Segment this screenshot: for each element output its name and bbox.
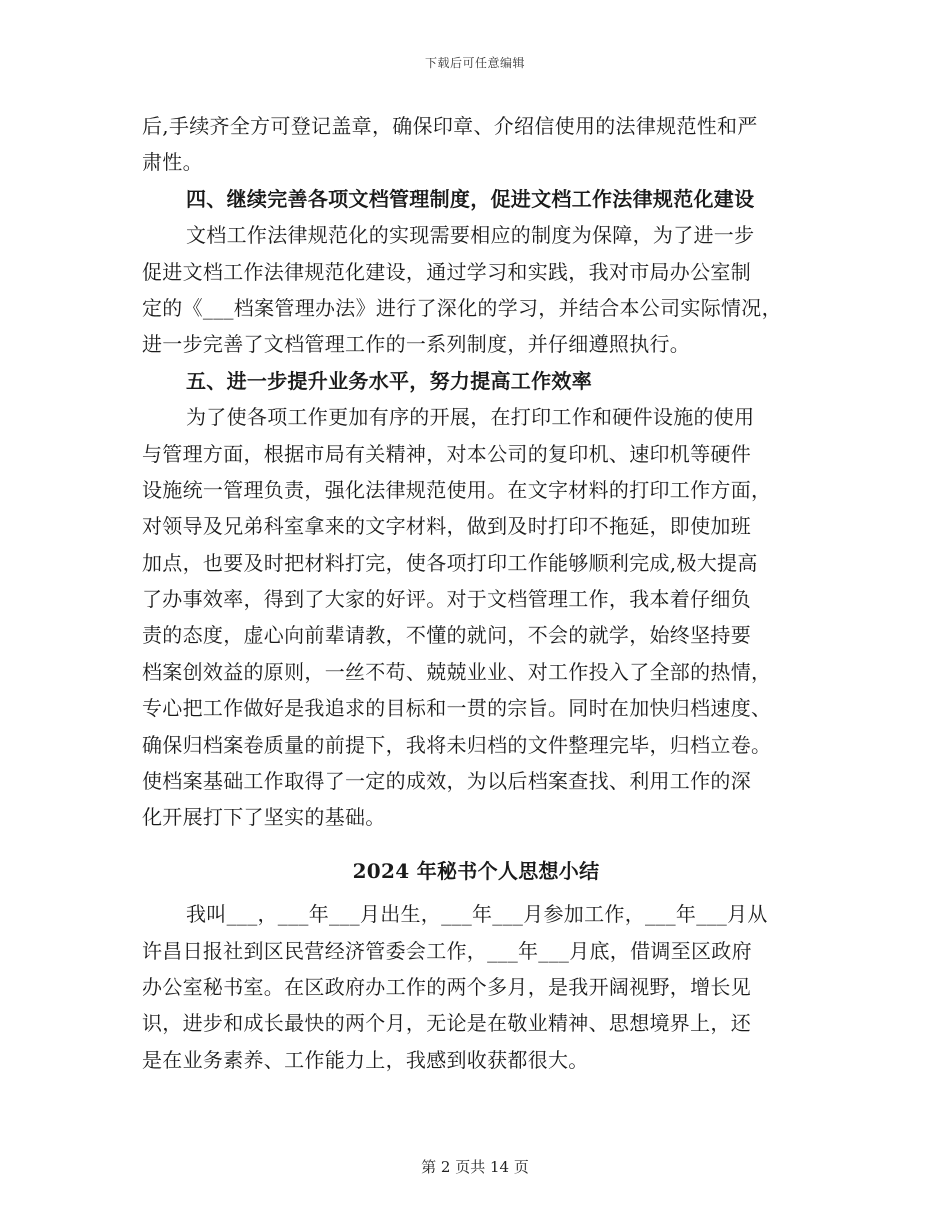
paragraph-line: 了办事效率，得到了大家的好评。对于文档管理工作，我本着仔细负 — [142, 587, 751, 612]
section-title: 2024 年秘书个人思想小结 — [352, 858, 600, 883]
paragraph-line: 我叫___，___年___月出生，___年___月参加工作，___年___月从 — [186, 902, 768, 927]
paragraph-line: 与管理方面，根据市局有关精神，对本公司的复印机、速印机等硬件 — [142, 441, 751, 466]
paragraph-line: 为了使各项工作更加有序的开展，在打印工作和硬件设施的使用 — [186, 405, 755, 430]
paragraph-line: 文档工作法律规范化的实现需要相应的制度为保障，为了进一步 — [186, 223, 755, 248]
paragraph-line: 识，进步和成长最快的两个月，无论是在敬业精神、思想境界上，还 — [142, 1011, 751, 1036]
paragraph-line: 设施统一管理负责，强化法律规范使用。在文字材料的打印工作方面， — [142, 477, 772, 502]
paragraph-line: 肃性。 — [142, 150, 203, 175]
paragraph-line: 促进文档工作法律规范化建设，通过学习和实践，我对市局办公室制 — [142, 259, 751, 284]
paragraph-line: 使档案基础工作取得了一定的成效，为以后档案查找、利用工作的深 — [142, 769, 751, 794]
paragraph-line: 后,手续齐全方可登记盖章，确保印章、介绍信使用的法律规范性和严 — [142, 114, 758, 138]
section-heading-4: 四、继续完善各项文档管理制度，促进文档工作法律规范化建设 — [186, 186, 755, 211]
document-body — [142, 108, 810, 1078]
paragraph-line: 档案创效益的原则，一丝不苟、兢兢业业、对工作投入了全部的热情， — [142, 659, 772, 684]
paragraph-line: 办公室秘书室。在区政府办工作的两个多月，是我开阔视野，增长见 — [142, 974, 751, 999]
paragraph-line: 是在业务素养、工作能力上，我感到收获都很大。 — [142, 1047, 589, 1072]
page-header: 下载后可任意编辑 — [424, 56, 525, 70]
section-heading-5: 五、进一步提升业务水平，努力提高工作效率 — [186, 368, 592, 393]
paragraph-line: 专心把工作做好是我追求的目标和一贯的宗旨。同时在加快归档速度、 — [142, 696, 772, 721]
paragraph-line: 加点，也要及时把材料打完，使各项打印工作能够顺利完成,极大提高 — [142, 550, 758, 575]
paragraph-line: 化开展打下了坚实的基础。 — [142, 805, 386, 830]
paragraph-line: 对领导及兄弟科室拿来的文字材料，做到及时打印不拖延，即使加班 — [142, 514, 751, 539]
paragraph-line: 定的《___档案管理办法》进行了深化的学习，并结合本公司实际情况， — [142, 295, 782, 320]
paragraph-line: 进一步完善了文档管理工作的一系列制度，并仔细遵照执行。 — [142, 332, 691, 357]
paragraph-line: 许昌日报社到区民营经济管委会工作，___年___月底，借调至区政府 — [142, 938, 752, 963]
page-footer: 第 2 页共 14 页 — [421, 1158, 529, 1176]
paragraph-line: 确保归档案卷质量的前提下，我将未归档的文件整理完毕，归档立卷。 — [142, 732, 772, 757]
paragraph-line: 责的态度，虚心向前辈请教，不懂的就问，不会的就学，始终坚持要 — [142, 623, 751, 648]
